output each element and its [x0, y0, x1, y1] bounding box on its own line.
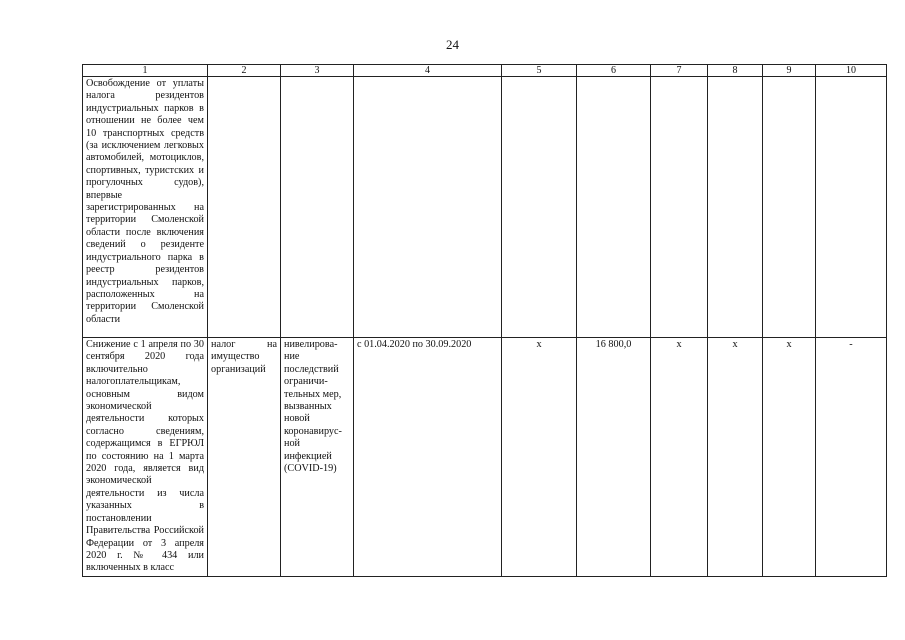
value-cell-6: 16 800,0	[577, 338, 651, 577]
column-header-4: 4	[354, 65, 502, 77]
table-row	[83, 338, 887, 577]
purpose-cell	[281, 77, 354, 338]
benefit-description-cell: Снижение с 1 апреля по 30 сентября 2020 года включительно налогоплательщикам, основным видом экономической деятельности которых согласно сведениям, содержащимся в ЕГРЮЛ по состоянию на 1 марта 2020 года, является вид экономической деятельности из числа указанных в постановлении Правительства Российской Федерации от 3 апреля 2020 г. № 434 или включенных в класс	[83, 338, 208, 577]
benefits-table	[82, 64, 887, 577]
value-cell-5: x	[502, 338, 577, 577]
column-header-7: 7	[651, 65, 708, 77]
column-header-6: 6	[577, 65, 651, 77]
tax-type-cell	[208, 77, 281, 338]
column-header-5: 5	[502, 65, 577, 77]
column-header-9: 9	[763, 65, 816, 77]
table-row	[83, 77, 887, 338]
value-cell-7: x	[651, 338, 708, 577]
value-cell-10	[816, 77, 887, 338]
value-cell-8	[708, 77, 763, 338]
value-cell-7	[651, 77, 708, 338]
column-number-row	[83, 65, 887, 77]
column-header-10: 10	[816, 65, 887, 77]
tax-type-cell: налог на имущество организаций	[208, 338, 281, 577]
value-cell-8: x	[708, 338, 763, 577]
value-cell-9	[763, 77, 816, 338]
page-number: 24	[446, 37, 459, 52]
column-header-8: 8	[708, 65, 763, 77]
value-cell-9: x	[763, 338, 816, 577]
column-header-1: 1	[83, 65, 208, 77]
column-header-3: 3	[281, 65, 354, 77]
benefit-description-cell: Освобождение от уплаты налога резидентов индустриальных парков в отношении не более чем 10 транспортных средств (за исключением легковых автомобилей, мотоциклов, спортивных, туристских и прогулочных судов), впервые зарегистрированных на территории Смоленской области после включения сведений о резиденте индустриального парка в реестр резидентов индустриальных парков, расположенных на территории Смоленской области	[83, 77, 208, 338]
column-header-2: 2	[208, 65, 281, 77]
period-cell: с 01.04.2020 по 30.09.2020	[354, 338, 502, 577]
value-cell-6	[577, 77, 651, 338]
value-cell-5	[502, 77, 577, 338]
purpose-cell: нивелирова-ние последствий ограничи-тельных мер, вызванных новой коронавирус-ной инфекцией (COVID-19)	[281, 338, 354, 577]
period-cell	[354, 77, 502, 338]
value-cell-10: -	[816, 338, 887, 577]
